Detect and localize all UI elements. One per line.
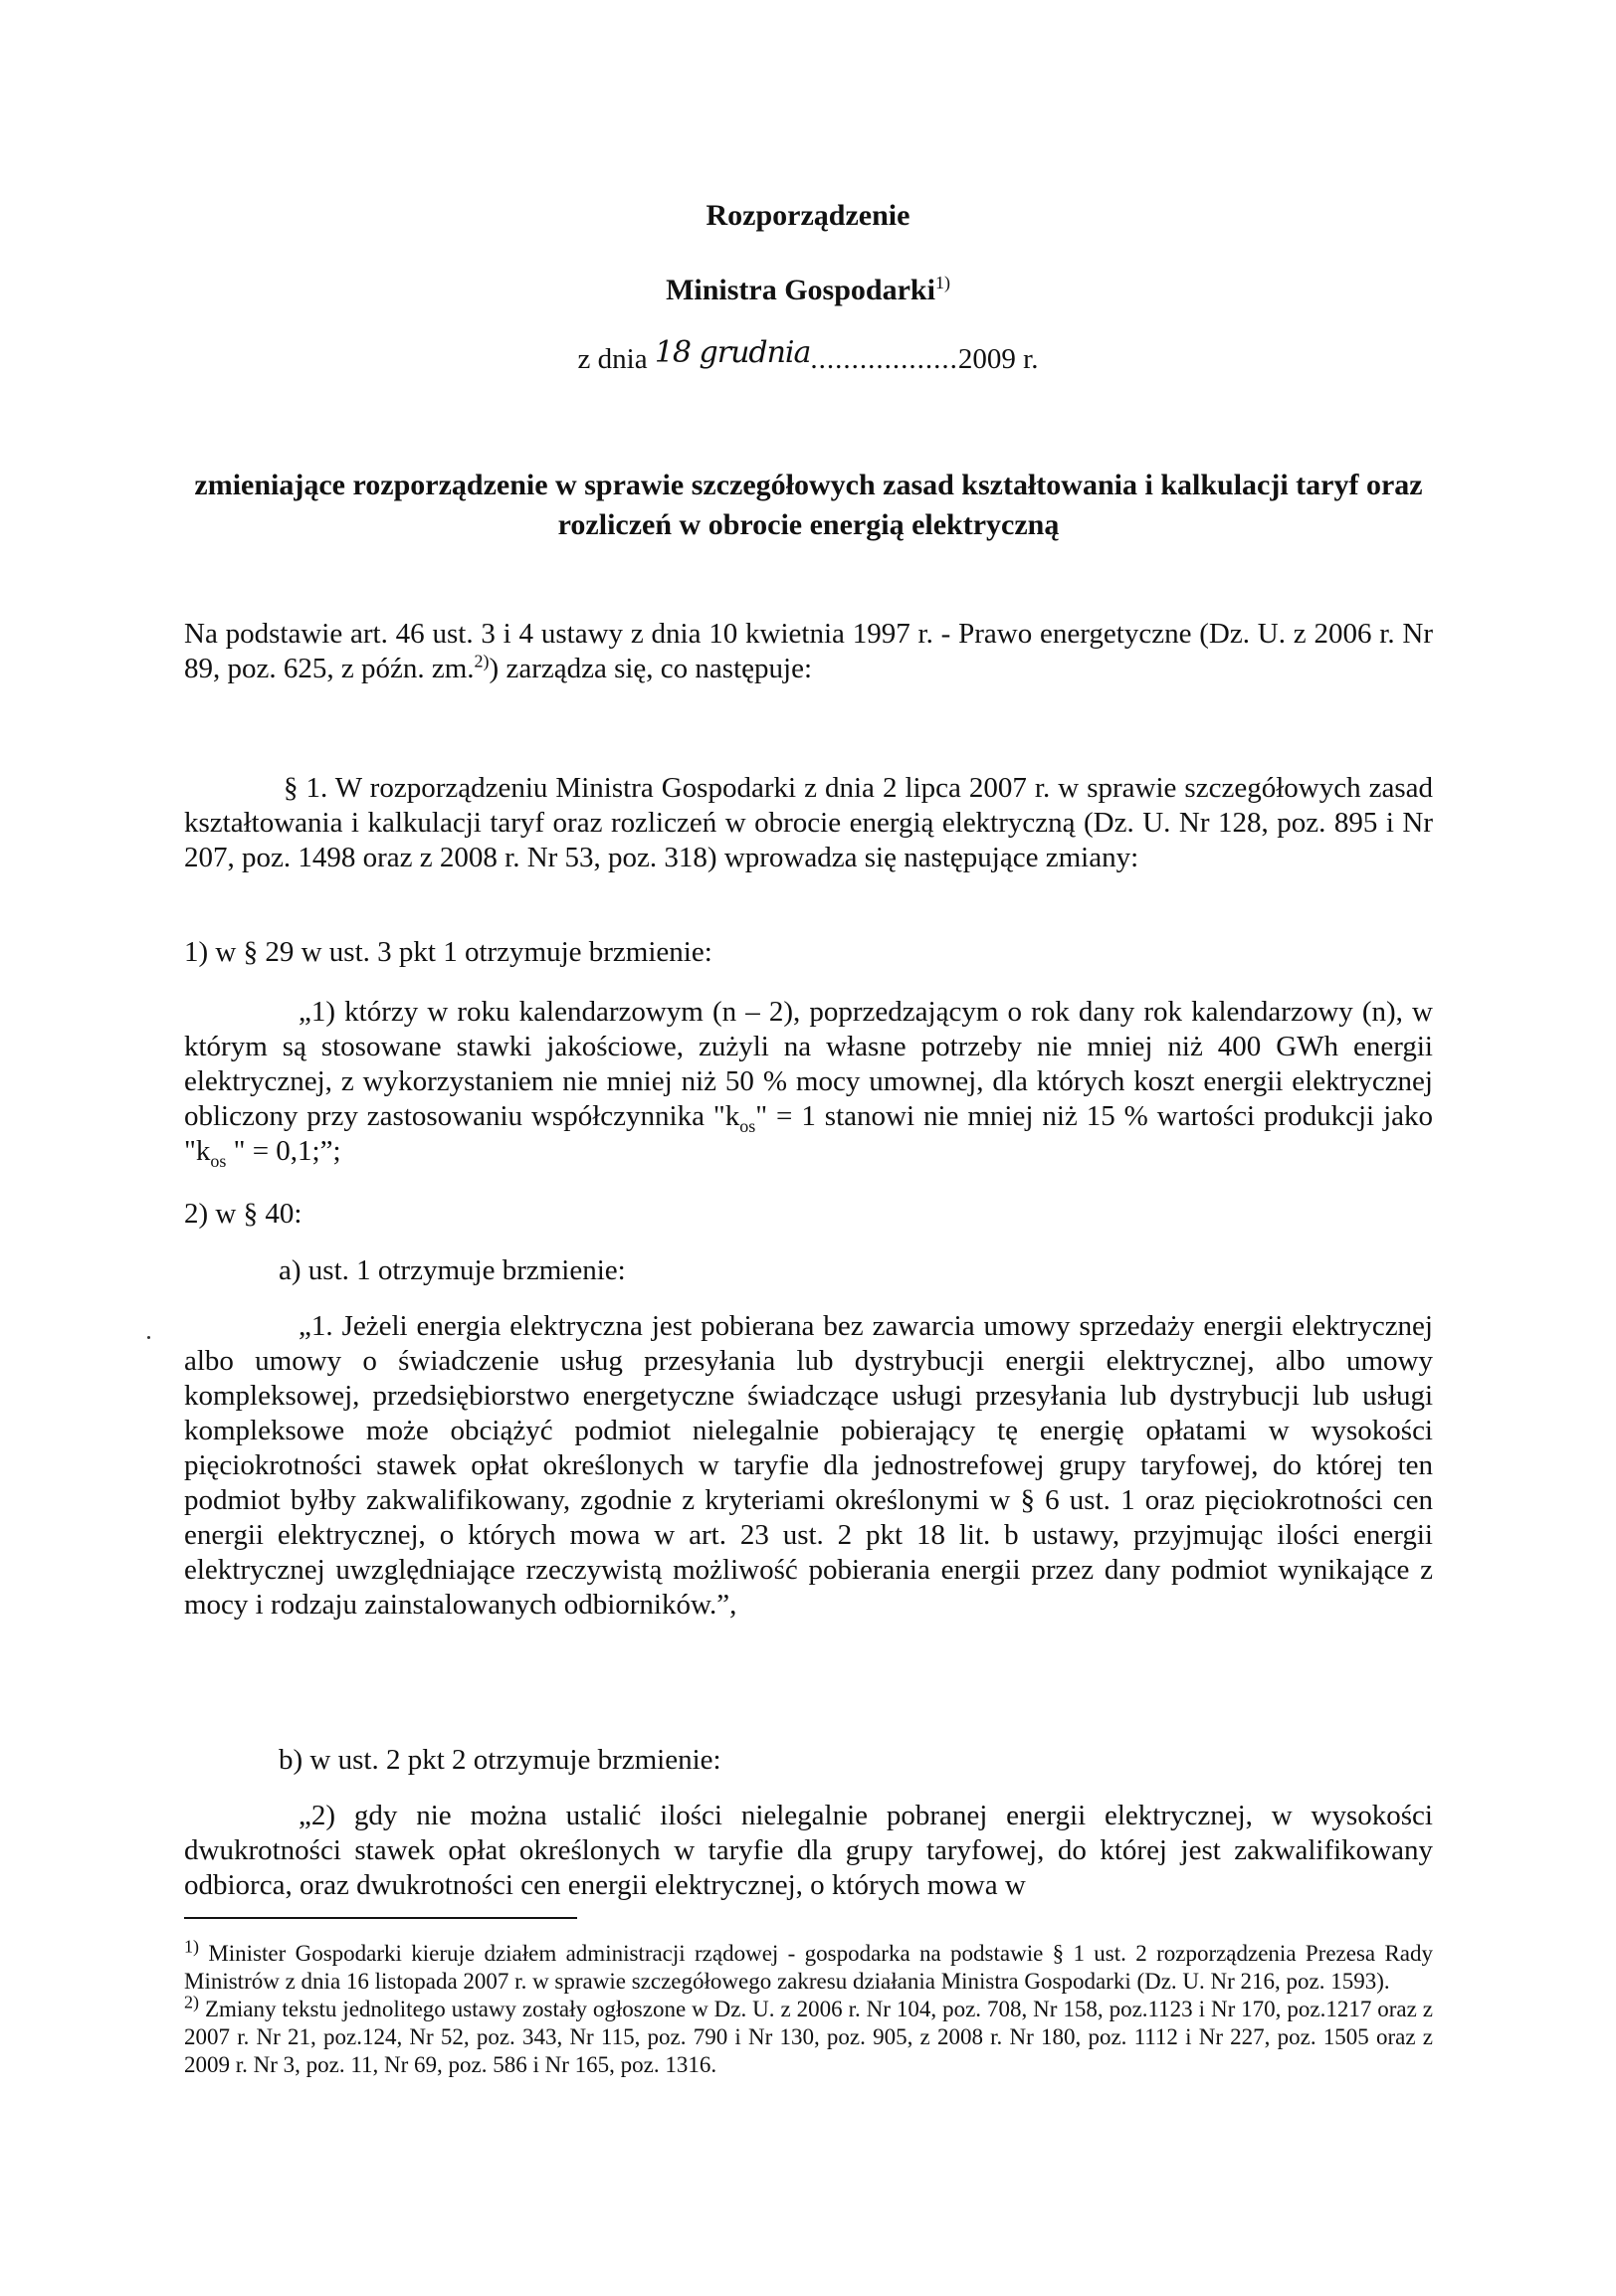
item-2a-label: a) ust. 1 otrzymuje brzmienie: [279,1254,626,1286]
date-prefix: z dnia [577,343,648,375]
footnote-2 [184,1992,1433,2079]
footnote-divider [184,1917,577,1919]
scan-speck [147,1336,150,1339]
footnote-1 [184,1936,1433,1996]
date-dots: .................. [810,343,958,375]
intro-text-end: ) zarządza się, co następuje: [489,653,812,684]
subscript: os [739,1115,756,1136]
document-date [0,335,1616,376]
item-2b-label: b) w ust. 2 pkt 2 otrzymuje brzmienie: [279,1744,721,1776]
issuer-heading [0,274,1616,307]
footnote-1-text: Minister Gospodarki kieruje działem administracji rządowej - gospodarka na podstawie § 1 ust. 2 rozporządzenia Prezesa Rady Ministrów z dnia 16 listopada 2007 r. w sprawie szczegółowego zakresu działania Ministra Gospodarki (Dz. U. Nr 216, poz. 1593). [184,1941,1433,1994]
document-heading: Rozporządzenie [706,199,910,232]
item-2b-quote: „2) gdy nie można ustalić ilości nielegalnie pobranej energii elektrycznej, w wysokości dwukrotności stawek opłat określonych w taryfie dla grupy taryfowej, do której jest zakwalifikowany odbiorca, oraz dwukrotności cen energii elektrycznej, o których mowa w [184,1800,1433,1901]
item-2a-quote: „1. Jeżeli energia elektryczna jest pobierana bez zawarcia umowy sprzedaży energii elektrycznej albo umowy o świadczenie usług przesyłania lub dystrybucji energii elektrycznej, albo umowy kompleksowej, przedsiębiorstwo energetyczne świadczące usługi przesyłania lub dystrybucji lub usługi kompleksowe może obciążyć podmiot nielegalnie pobierający tę energię opłatami w wysokości pięciokrotności stawek opłat określonych w taryfie dla jednostrefowej grupy taryfowej, do której ten podmiot byłby zakwalifikowany, zgodnie z kryteriami określonymi w § 6 ust. 1 oraz pięciokrotności cen energii elektrycznej, o których mowa w art. 23 ust. 2 pkt 18 lit. b ustawy, przyjmując ilości energii elektrycznej uwzględniające rzeczywistą możliwość pobierania energii przez dany podmiot wynikające z mocy i rodzaju zainstalowanych odbiorników.”, [184,1310,1433,1621]
footnote-ref-1: 1) [934,273,950,292]
footnote-2-ref: 2) [184,1992,199,2012]
item-1-label: 1) w § 29 w ust. 3 pkt 1 otrzymuje brzmienie: [184,936,712,968]
section-1-paragraph: § 1. W rozporządzeniu Ministra Gospodarki z dnia 2 lipca 2007 r. w sprawie szczegółowych zasad kształtowania i kalkulacji taryf oraz rozliczeń w obrocie energią elektryczną (Dz. U. Nr 128, poz. 895 i Nr 207, poz. 1498 oraz z 2008 r. Nr 53, poz. 318) wprowadza się następujące zmiany: [184,772,1433,873]
quote-text: " = 0,1;”; [226,1135,341,1167]
footnote-2-text: Zmiany tekstu jednolitego ustawy zostały ogłoszone w Dz. U. z 2006 r. Nr 104, poz. 708, Nr 158, poz.1123 i Nr 170, poz.1217 oraz z 2007 r. Nr 21, poz.124, Nr 52, poz. 343, Nr 115, poz. 790 i Nr 130, poz. 905, z 2008 r. Nr 180, poz. 1112 i Nr 227, poz. 1505 oraz z 2009 r. Nr 3, poz. 11, Nr 69, poz. 586 i Nr 165, poz. 1316. [184,1997,1433,2077]
intro-text: Na podstawie art. 46 ust. 3 i 4 ustawy z dnia 10 kwietnia 1997 r. - Prawo energetyczne (Dz. U. z 2006 r. Nr 89, poz. 625, z późn. zm. [184,618,1433,684]
issuer-name: Ministra Gospodarki [666,274,935,306]
document-subtitle: zmieniające rozporządzenie w sprawie szczegółowych zasad kształtowania i kalkulacji taryf oraz rozliczeń w obrocie energią elektryczną [194,469,1423,541]
item-2-label: 2) w § 40: [184,1198,303,1230]
handwritten-date: 18 grudnia [654,335,811,370]
footnote-ref-2: 2) [474,651,490,671]
legal-basis-paragraph [184,617,1433,686]
footnotes [184,1936,1433,2079]
item-1-quote [184,995,1433,1169]
date-year: 2009 r. [957,343,1039,375]
quote-text: „1) którzy w roku kalendarzowym (n – 2), poprzedzającym o rok dany rok kalendarzowy (n), w którym są stosowane stawki jakościowe, zużyli na własne potrzeby nie mniej niż 400 GWh energii elektrycznej, z wykorzystaniem nie mniej niż 50 % mocy umownej, dla których koszt energii elektrycznej obliczony przy zastosowaniu współczynnika "k [184,996,1433,1132]
footnote-1-ref: 1) [184,1936,199,1957]
subscript: os [210,1150,227,1171]
quote-text: " = 1 stanowi nie mniej niż 15 % wartości produkcji jako "k [184,1100,1433,1167]
